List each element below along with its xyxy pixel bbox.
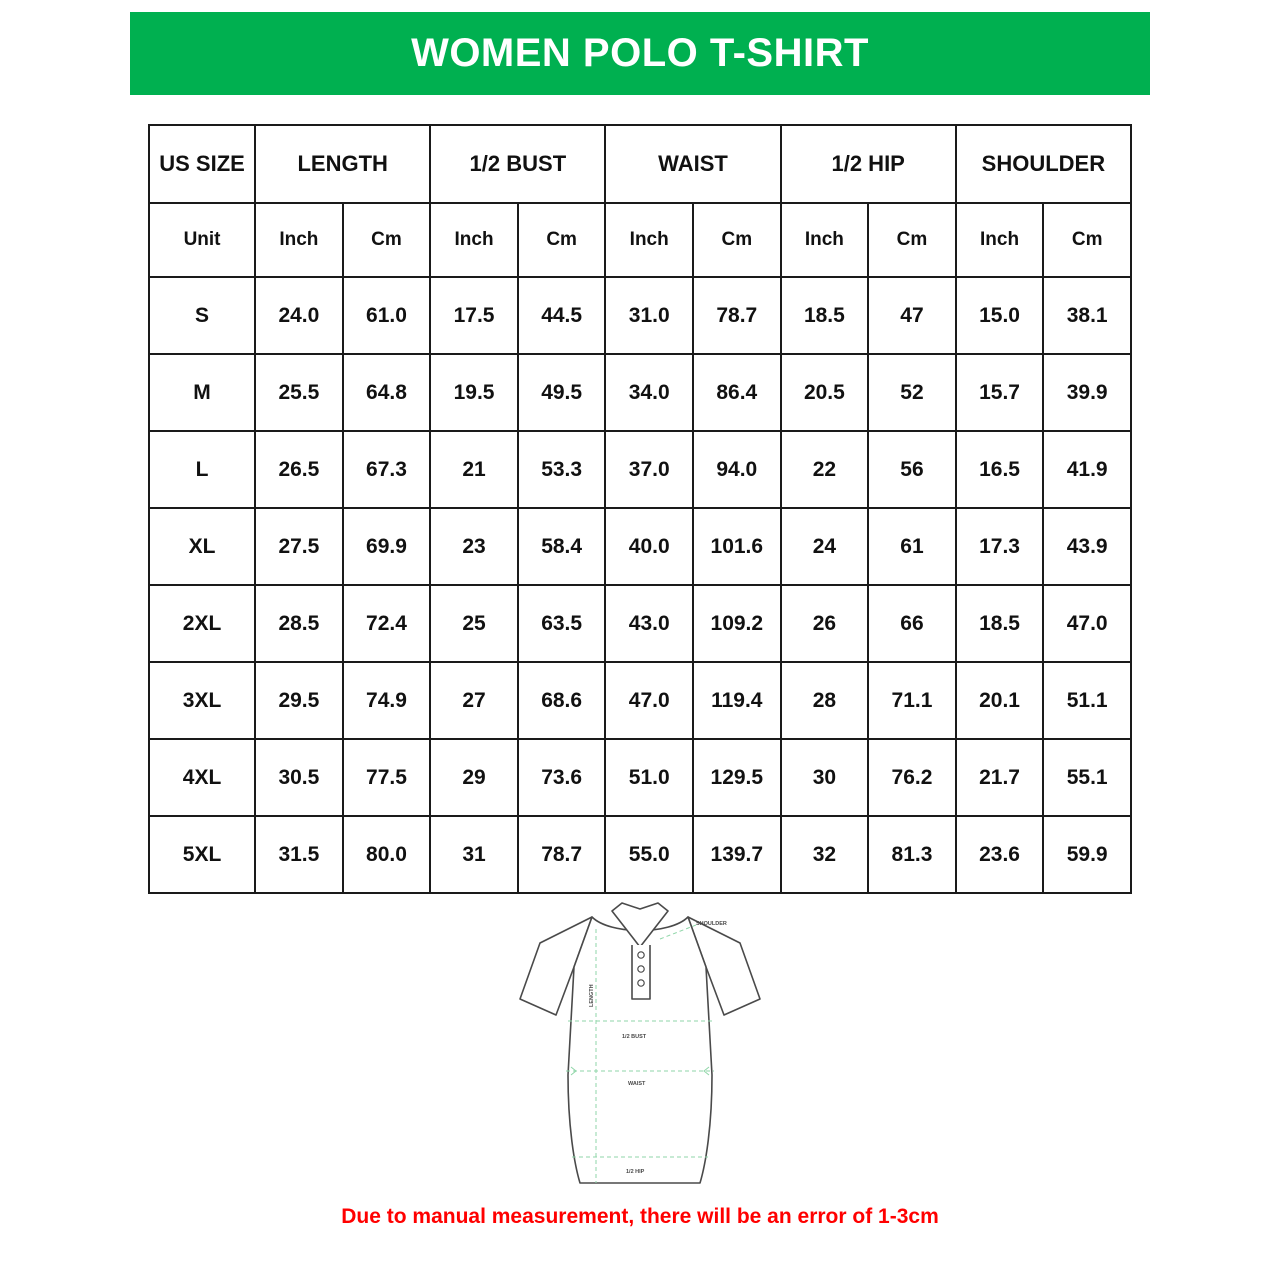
row-size-label: 5XL (149, 816, 255, 893)
diagram-label-waist: WAIST (628, 1081, 646, 1087)
cell-bust-cm: 73.6 (518, 739, 606, 816)
cell-length-cm: 69.9 (343, 508, 431, 585)
row-size-label: 3XL (149, 662, 255, 739)
cell-length-inch: 26.5 (255, 431, 343, 508)
cell-shoulder-inch: 16.5 (956, 431, 1044, 508)
cell-bust-cm: 68.6 (518, 662, 606, 739)
cell-waist-cm: 139.7 (693, 816, 781, 893)
cell-bust-cm: 44.5 (518, 277, 606, 354)
cell-waist-inch: 43.0 (605, 585, 693, 662)
table-row (149, 431, 1131, 508)
cell-bust-cm: 58.4 (518, 508, 606, 585)
cell-waist-cm: 101.6 (693, 508, 781, 585)
table-group-header-row (149, 125, 1131, 203)
cell-bust-inch: 17.5 (430, 277, 518, 354)
cell-waist-cm: 86.4 (693, 354, 781, 431)
cell-hip-inch: 28 (781, 662, 869, 739)
cell-waist-cm: 78.7 (693, 277, 781, 354)
cell-waist-cm: 109.2 (693, 585, 781, 662)
cell-waist-inch: 47.0 (605, 662, 693, 739)
measurement-disclaimer: Due to manual measurement, there will be an error of 1-3cm (341, 1205, 939, 1228)
cell-shoulder-cm: 39.9 (1043, 354, 1131, 431)
cell-waist-inch: 37.0 (605, 431, 693, 508)
size-table (148, 124, 1132, 894)
table-unit-row (149, 203, 1131, 277)
cell-bust-inch: 29 (430, 739, 518, 816)
cell-shoulder-cm: 41.9 (1043, 431, 1131, 508)
unit-shoulder-inch: Inch (956, 203, 1044, 277)
cell-hip-inch: 22 (781, 431, 869, 508)
cell-hip-inch: 26 (781, 585, 869, 662)
cell-waist-inch: 40.0 (605, 508, 693, 585)
cell-shoulder-cm: 43.9 (1043, 508, 1131, 585)
diagram-label-length: LENGTH (589, 984, 595, 1007)
cell-waist-inch: 34.0 (605, 354, 693, 431)
cell-length-cm: 67.3 (343, 431, 431, 508)
cell-bust-inch: 31 (430, 816, 518, 893)
cell-bust-inch: 27 (430, 662, 518, 739)
unit-shoulder-cm: Cm (1043, 203, 1131, 277)
cell-hip-cm: 61 (868, 508, 956, 585)
cell-length-inch: 31.5 (255, 816, 343, 893)
cell-hip-cm: 47 (868, 277, 956, 354)
polo-shirt-diagram (500, 895, 780, 1205)
cell-shoulder-inch: 21.7 (956, 739, 1044, 816)
unit-waist-cm: Cm (693, 203, 781, 277)
cell-length-cm: 77.5 (343, 739, 431, 816)
cell-shoulder-cm: 55.1 (1043, 739, 1131, 816)
table-row (149, 585, 1131, 662)
table-row (149, 354, 1131, 431)
cell-length-cm: 64.8 (343, 354, 431, 431)
row-size-label: 4XL (149, 739, 255, 816)
cell-shoulder-cm: 51.1 (1043, 662, 1131, 739)
cell-hip-inch: 30 (781, 739, 869, 816)
cell-hip-cm: 52 (868, 354, 956, 431)
unit-bust-inch: Inch (430, 203, 518, 277)
cell-waist-cm: 94.0 (693, 431, 781, 508)
unit-waist-inch: Inch (605, 203, 693, 277)
cell-length-cm: 80.0 (343, 816, 431, 893)
cell-bust-cm: 49.5 (518, 354, 606, 431)
table-row (149, 277, 1131, 354)
cell-waist-cm: 129.5 (693, 739, 781, 816)
unit-length-inch: Inch (255, 203, 343, 277)
cell-bust-inch: 21 (430, 431, 518, 508)
cell-shoulder-inch: 23.6 (956, 816, 1044, 893)
cell-length-cm: 74.9 (343, 662, 431, 739)
cell-waist-inch: 51.0 (605, 739, 693, 816)
row-size-label: XL (149, 508, 255, 585)
cell-bust-inch: 25 (430, 585, 518, 662)
group-header-waist: WAIST (605, 125, 780, 203)
cell-hip-inch: 32 (781, 816, 869, 893)
cell-hip-cm: 71.1 (868, 662, 956, 739)
polo-shirt-illustration (500, 895, 780, 1205)
size-table-container (148, 124, 1132, 894)
cell-bust-cm: 78.7 (518, 816, 606, 893)
diagram-label-half-hip: 1/2 HIP (626, 1169, 645, 1175)
cell-hip-inch: 18.5 (781, 277, 869, 354)
cell-shoulder-inch: 20.1 (956, 662, 1044, 739)
table-row (149, 816, 1131, 893)
cell-shoulder-inch: 17.3 (956, 508, 1044, 585)
unit-bust-cm: Cm (518, 203, 606, 277)
row-size-label: 2XL (149, 585, 255, 662)
group-header-half-bust: 1/2 BUST (430, 125, 605, 203)
cell-length-cm: 72.4 (343, 585, 431, 662)
group-header-half-hip: 1/2 HIP (781, 125, 956, 203)
cell-bust-cm: 53.3 (518, 431, 606, 508)
cell-bust-inch: 23 (430, 508, 518, 585)
cell-hip-inch: 20.5 (781, 354, 869, 431)
unit-hip-inch: Inch (781, 203, 869, 277)
cell-length-inch: 24.0 (255, 277, 343, 354)
cell-hip-cm: 76.2 (868, 739, 956, 816)
row-size-label: M (149, 354, 255, 431)
cell-bust-cm: 63.5 (518, 585, 606, 662)
table-row (149, 662, 1131, 739)
diagram-label-shoulder: SHOULDER (696, 921, 727, 927)
cell-bust-inch: 19.5 (430, 354, 518, 431)
cell-waist-inch: 55.0 (605, 816, 693, 893)
cell-shoulder-cm: 59.9 (1043, 816, 1131, 893)
group-header-shoulder: SHOULDER (956, 125, 1131, 203)
cell-shoulder-inch: 18.5 (956, 585, 1044, 662)
unit-length-cm: Cm (343, 203, 431, 277)
row-size-label: L (149, 431, 255, 508)
cell-length-inch: 30.5 (255, 739, 343, 816)
row-size-label: S (149, 277, 255, 354)
unit-hip-cm: Cm (868, 203, 956, 277)
unit-label: Unit (149, 203, 255, 277)
cell-length-inch: 27.5 (255, 508, 343, 585)
cell-length-inch: 25.5 (255, 354, 343, 431)
page-title: WOMEN POLO T-SHIRT (411, 31, 869, 75)
cell-hip-cm: 56 (868, 431, 956, 508)
cell-shoulder-cm: 47.0 (1043, 585, 1131, 662)
cell-length-cm: 61.0 (343, 277, 431, 354)
cell-waist-inch: 31.0 (605, 277, 693, 354)
table-row (149, 739, 1131, 816)
cell-length-inch: 28.5 (255, 585, 343, 662)
cell-length-inch: 29.5 (255, 662, 343, 739)
cell-shoulder-cm: 38.1 (1043, 277, 1131, 354)
diagram-label-half-bust: 1/2 BUST (622, 1034, 647, 1040)
cell-shoulder-inch: 15.0 (956, 277, 1044, 354)
table-row (149, 508, 1131, 585)
group-header-us-size: US SIZE (149, 125, 255, 203)
cell-hip-cm: 66 (868, 585, 956, 662)
cell-waist-cm: 119.4 (693, 662, 781, 739)
cell-hip-inch: 24 (781, 508, 869, 585)
header-banner (130, 12, 1150, 95)
group-header-length: LENGTH (255, 125, 430, 203)
cell-hip-cm: 81.3 (868, 816, 956, 893)
cell-shoulder-inch: 15.7 (956, 354, 1044, 431)
